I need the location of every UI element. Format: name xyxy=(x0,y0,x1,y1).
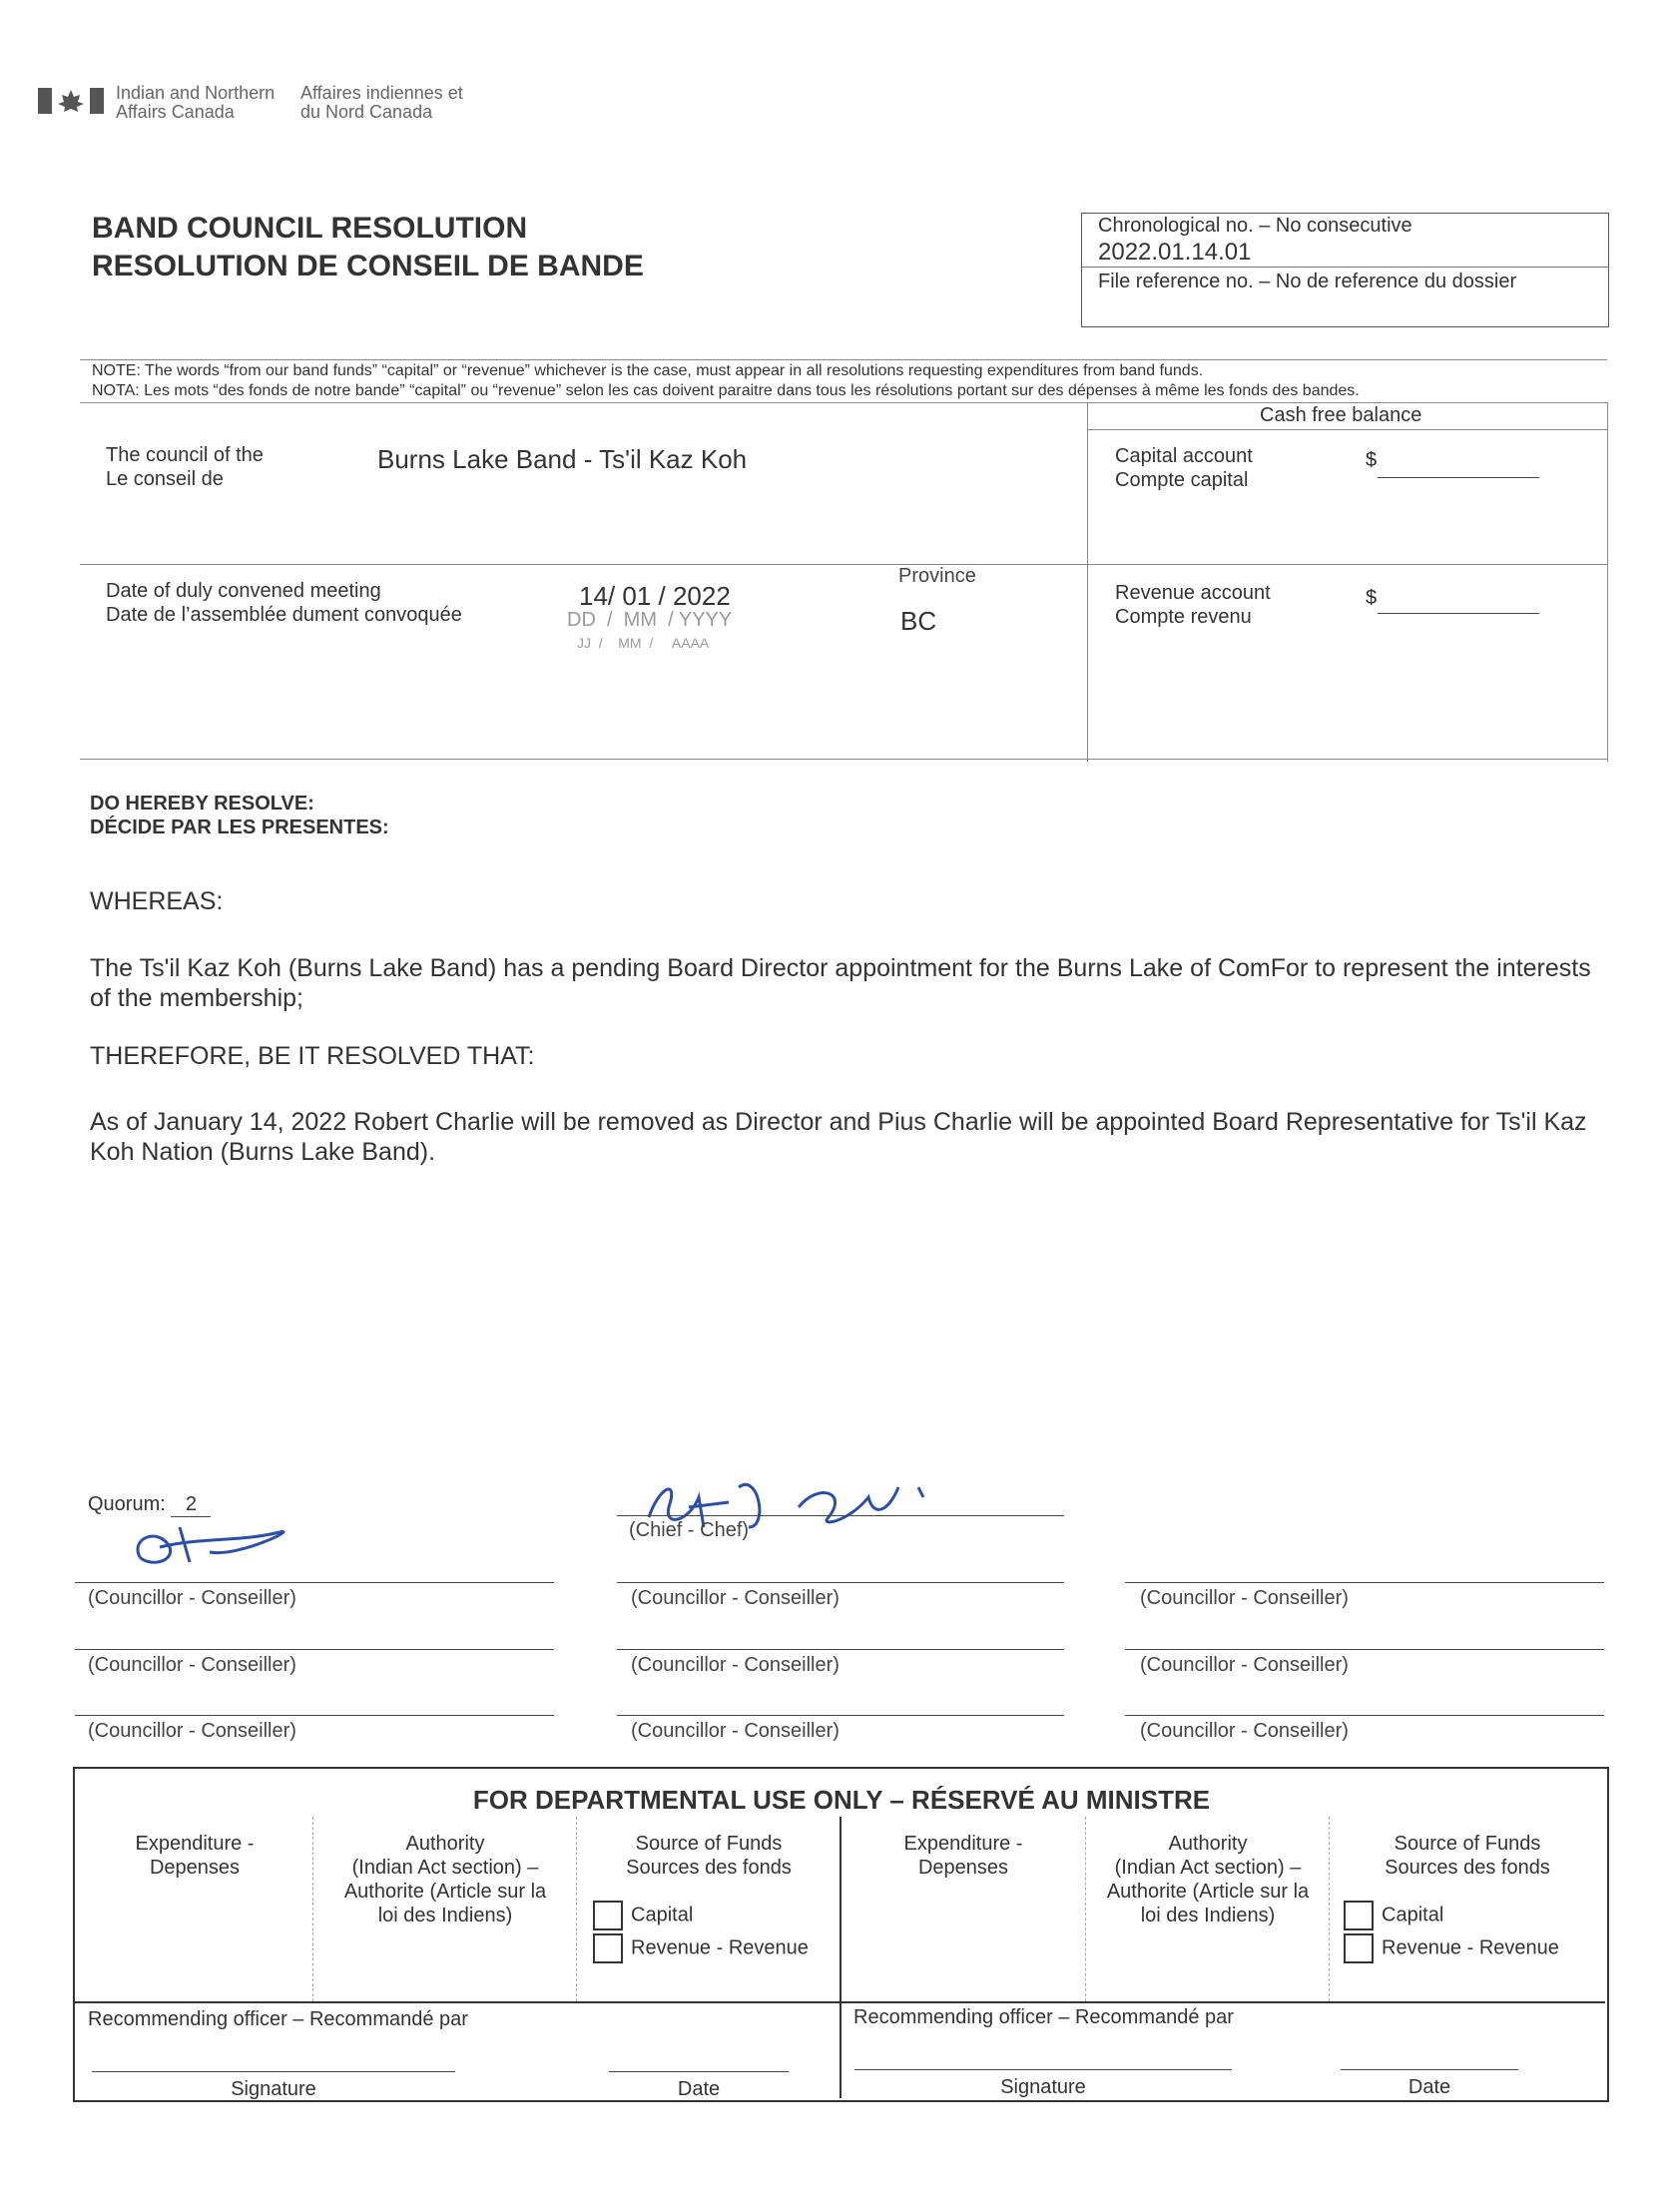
councillor-label: (Councillor - Conseiller) xyxy=(631,1587,840,1609)
revenue-amount-line xyxy=(1378,613,1539,614)
councillor-label: (Councillor - Conseiller) xyxy=(88,1587,296,1609)
file-reference-label: File reference no. – No de reference du dossier xyxy=(1098,271,1517,292)
cash-free-balance-header: Cash free balance xyxy=(1260,404,1422,426)
divider xyxy=(80,359,1607,360)
councillor-line xyxy=(75,1649,554,1650)
councillor-signature xyxy=(120,1517,319,1577)
councillor-line xyxy=(617,1582,1064,1583)
recommending-officer-label: Recommending officer – Recommandé par xyxy=(88,2008,468,2030)
therefore-heading: THEREFORE, BE IT RESOLVED THAT: xyxy=(90,1042,535,1070)
department-name-en: Indian and Northern Affairs Canada xyxy=(116,83,276,122)
authority-label: Authority (Indian Act section) – Authorite (Article sur la loi des Indiens) xyxy=(1106,1833,1310,1926)
province-value: BC xyxy=(900,606,937,636)
capital-option[interactable]: Capital xyxy=(1344,1901,1443,1930)
expenditure-label: Expenditure - Depenses xyxy=(135,1833,255,1879)
signature-line xyxy=(854,2069,1232,2070)
councillor-line xyxy=(75,1715,554,1716)
chrono-value: 2022.01.14.01 xyxy=(1098,239,1252,266)
councillor-line xyxy=(1125,1649,1604,1650)
province-label: Province xyxy=(898,565,976,587)
canada-flag-icon xyxy=(36,86,106,116)
councillor-line xyxy=(75,1582,554,1583)
column-divider xyxy=(1607,402,1608,762)
councillor-line xyxy=(1125,1582,1604,1583)
councillor-label: (Councillor - Conseiller) xyxy=(631,1720,840,1742)
authority-label: Authority (Indian Act section) – Authorite (Article sur la loi des Indiens) xyxy=(343,1833,547,1926)
revenue-checkbox[interactable] xyxy=(1344,1933,1374,1963)
whereas-paragraph: The Ts'il Kaz Koh (Burns Lake Band) has a pending Board Director appointment for the Burns Lake of ComFor to represent the interests of the membership; xyxy=(90,954,1591,1012)
divider xyxy=(1088,429,1607,430)
expenditure-label: Expenditure - Depenses xyxy=(903,1833,1023,1879)
signature-label: Signature xyxy=(1000,2076,1086,2098)
page-title: BAND COUNCIL RESOLUTION RESOLUTION DE CONSEIL DE BANDE xyxy=(92,212,644,282)
divider xyxy=(75,2001,1605,2003)
capital-checkbox[interactable] xyxy=(593,1901,623,1930)
meeting-date-value: 14/ 01 / 2022 xyxy=(579,581,731,611)
councillor-label: (Councillor - Conseiller) xyxy=(631,1654,840,1676)
date-line xyxy=(609,2071,789,2072)
resolve-heading: DO HEREBY RESOLVE: DÉCIDE PAR LES PRESENTES: xyxy=(90,793,389,838)
councillor-line xyxy=(617,1649,1064,1650)
capital-account-label: Capital account Compte capital xyxy=(1115,445,1253,491)
council-name: Burns Lake Band - Ts'il Kaz Koh xyxy=(377,444,748,474)
divider xyxy=(80,759,1607,760)
councillor-label: (Councillor - Conseiller) xyxy=(88,1720,296,1742)
notes: NOTE: The words “from our band funds” “capital” or “revenue” whichever is the case, must appear in all resolutions requesting expenditures from band funds. NOTA: Les mots “des fonds de notre bande” “capital” ou “revenue” selon les cas doivent paraitre dans tous les résolutions portant sur des dépenses à même les fonds des bandes. xyxy=(92,362,1360,399)
column-divider xyxy=(576,1817,577,2001)
quorum: Quorum: 2 xyxy=(88,1493,211,1517)
date-label: Date xyxy=(1407,2076,1451,2098)
councillor-label: (Councillor - Conseiller) xyxy=(1140,1720,1349,1742)
councillor-label: (Councillor - Conseiller) xyxy=(88,1654,296,1676)
date-format-en: DD / MM / YYYY xyxy=(567,609,733,631)
revenue-option[interactable]: Revenue - Revenue xyxy=(1344,1933,1559,1963)
recommending-officer-label: Recommending officer – Recommandé par xyxy=(853,2006,1234,2028)
date-format-fr: JJ / MM / AAAA xyxy=(577,635,710,651)
capital-checkbox[interactable] xyxy=(1344,1901,1374,1930)
revenue-option[interactable]: Revenue - Revenue xyxy=(593,1933,809,1963)
councillor-line xyxy=(1125,1715,1604,1716)
column-divider xyxy=(840,1817,841,2098)
signature-line xyxy=(92,2071,455,2072)
column-divider xyxy=(1329,1817,1330,2001)
chrono-label: Chronological no. – No consecutive xyxy=(1098,215,1412,237)
whereas-heading: WHEREAS: xyxy=(90,887,224,915)
revenue-currency: $ xyxy=(1366,587,1378,609)
date-label: Date xyxy=(677,2078,721,2100)
resolution-paragraph: As of January 14, 2022 Robert Charlie will be removed as Director and Pius Charlie will be appointed Board Representative for Ts'il Kaz Koh Nation (Burns Lake Band). xyxy=(90,1108,1587,1166)
councillor-label: (Councillor - Conseiller) xyxy=(1140,1587,1349,1609)
capital-option[interactable]: Capital xyxy=(593,1901,693,1930)
source-of-funds-label: Source of Funds Sources des fonds xyxy=(626,1833,792,1879)
date-line xyxy=(1341,2069,1518,2070)
council-label: The council of the Le conseil de xyxy=(106,444,264,490)
capital-currency: $ xyxy=(1366,449,1378,471)
signature-label: Signature xyxy=(231,2078,316,2100)
departmental-use-title: FOR DEPARTMENTAL USE ONLY – RÉSERVÉ AU MINISTRE xyxy=(472,1785,1211,1815)
divider xyxy=(80,564,1607,565)
divider xyxy=(80,402,1607,403)
reference-divider xyxy=(1081,267,1609,268)
councillor-label: (Councillor - Conseiller) xyxy=(1140,1654,1349,1676)
column-divider xyxy=(312,1817,313,2001)
column-divider xyxy=(1087,402,1088,762)
meeting-date-label: Date of duly convened meeting Date de l’assemblée dument convoquée xyxy=(106,580,462,626)
revenue-account-label: Revenue account Compte revenu xyxy=(1115,582,1271,628)
chief-signature-line xyxy=(617,1515,1064,1516)
source-of-funds-label: Source of Funds Sources des fonds xyxy=(1385,1833,1550,1879)
councillor-line xyxy=(617,1715,1064,1716)
revenue-checkbox[interactable] xyxy=(593,1933,623,1963)
column-divider xyxy=(1085,1817,1086,2001)
chief-label: (Chief - Chef) xyxy=(629,1519,750,1541)
capital-amount-line xyxy=(1378,477,1539,478)
department-name-fr: Affaires indiennes et du Nord Canada xyxy=(300,83,463,122)
